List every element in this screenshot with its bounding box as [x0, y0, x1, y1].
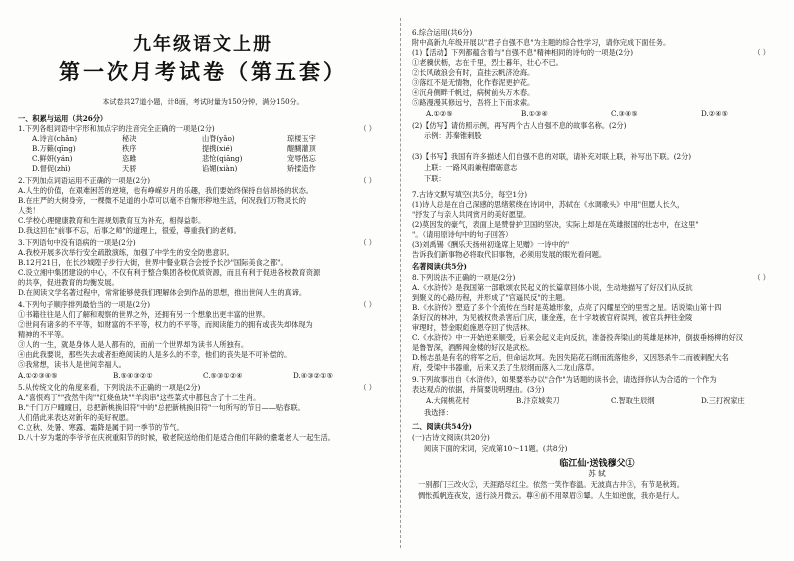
question-7: 7.古诗文默写填空(共5分，每空1分): [412, 190, 528, 199]
q7-line: 告诉我们新事物必将取代旧事物，必须用发展的眼光看问题。: [412, 250, 607, 259]
section-title-classics: 名著阅读(共5分): [412, 262, 467, 271]
poetry-instructions: 阅读下面的宋词，完成第10～11题。(共8分): [424, 444, 568, 453]
exam-title-grade: 九年级语文上册: [133, 34, 273, 55]
q7-line[interactable]: "抒发了与亲人共同赏月的美好愿望。: [412, 210, 531, 219]
q4-options[interactable]: A.①②③④⑤ B.⑤④③②① C.⑤③①②④ D.④③②①⑤: [18, 371, 334, 380]
q3-option-line: B.12月21日，在长沙城隍子步行大街，世界中餐业联合会授予长沙"国际美食之都"。: [18, 258, 288, 267]
q9-options[interactable]: A.大闹桃花村 B.汴京城卖刀 C.智取生辰纲 D.三打祝家庄: [426, 396, 745, 405]
q5-option-line: C.立秋、处暑、寒露、霜降是属于同一季节的节气。: [18, 423, 184, 432]
question-4: 4.下列句子顺序排列最恰当的一项是(2分): [18, 300, 151, 309]
q7-line: (1)诗人总是在自己深感的思绪萦绕在诗词中，苏轼在《水调歌头》中用"但愿人长久，: [412, 200, 685, 209]
q9-answer-label[interactable]: 我选择：: [424, 408, 453, 417]
poem-title: 临江仙·送钱穆父①: [559, 459, 635, 469]
q4-sentence: 精神的不平等。: [18, 330, 69, 339]
question-3: 3.下列语句中没有语病的一项是(2分): [18, 238, 136, 247]
answer-paren-q6-1[interactable]: （ ）: [753, 48, 770, 57]
q8-option-line: 是鲁智深，酒醉闯金楼的好汉是武松。: [412, 343, 535, 352]
q8-option-line: A.《水浒传》是我国第一部歌颂农民起义的长篇章回体小说，生动地描写了好汉们从反抗: [412, 283, 693, 292]
answer-paren-q3[interactable]: （ ）: [359, 238, 376, 247]
question-5: 5.从传统文化的角度来看，下列说法不正确的一项是(2分): [18, 383, 201, 392]
q3-option-line: C.设立湘中集团建设的中心，不仅有利于整合集团各校优质资源，而且有利于促进各校教育资源: [18, 268, 321, 277]
q7-line[interactable]: (3)刘禹锡《酬乐天扬州初逢席上见赠》一诗中的": [412, 240, 570, 249]
section-title-reading: 二、阅读(共54分): [412, 422, 472, 431]
q5-option-line: A."喜恨鸡丁""孜然牛肉""红烧鱼块""羊肉串"这些菜式中都包含了十二生肖。: [18, 393, 261, 402]
poem-line: 一别都门三改火②，天涯踏尽红尘。依然一笑作春温。无波真古井③，有节是秋筠。: [418, 480, 684, 489]
poem-line: 惆怅孤帆连夜发，送行淡月微云。尊④前不用翠眉⑤颦。人生如逆旅，我亦是行人。: [418, 491, 684, 500]
answer-paren-q8[interactable]: （ ）: [753, 273, 770, 282]
answer-paren-q2[interactable]: （ ）: [359, 176, 376, 185]
q8-option-line: C.《水浒传》中一开始逆来顺受，后来会起义走向反抗，准备投奔梁山的英雄是林冲，倒拔垂杨柳的好汉: [412, 333, 743, 342]
q8-option-line: B.《水浒传》塑造了多个个流传在当时是英雄形象，点亮了闪耀星空的里雪之星。话说梁山第十四: [412, 303, 722, 312]
q6-poem-line: ⑤路漫漫其修远兮，吾将上下而求索。: [412, 98, 535, 107]
q1-option-a[interactable]: A.诗言(chǎn) 秘决 山脊(yǎo) 琼楼玉宇: [32, 134, 316, 143]
q1-option-d[interactable]: D.督促(zhì) 天骄 谄媚(xiàn) 矫揉造作: [32, 164, 316, 173]
exam-title-main: 第一次月考试卷（第五套）: [59, 59, 347, 84]
question-2: 2.下列加点词语运用不正确的一项是(2分): [18, 176, 151, 185]
q8-option-line: 府，受梁中书器重，后来又丢了生辰纲而落入二龙山落草。: [412, 363, 599, 372]
poem-author: 苏 轼: [588, 469, 606, 478]
q1-option-b[interactable]: B.万籁(qīng) 秩序 提携(xié) 醍醐灌顶: [32, 144, 316, 153]
q2-option-line: 人类！: [18, 206, 40, 215]
question-9-cont: 表达观点的依据，并简要说明理由。(3分): [412, 385, 545, 394]
q6-poem-line: ②长风破浪会有时，直挂云帆济沧海。: [412, 68, 535, 77]
subsection-poetry: (一)古诗文阅读(共20分): [412, 433, 490, 442]
column-divider: [400, 18, 401, 548]
question-8: 8.下列说法不正确的一项是(2分): [412, 273, 516, 282]
q4-sentence: ④由此我要说，那些失去或者拒绝阅读的人是多么的不幸，他们的丧失是不可补偿的。: [18, 350, 292, 359]
couplet-upper: 上联：一路风雨兼程磨砺意志: [424, 163, 518, 172]
q6-task-1: (1)【活动】下列都蕴含着与"自强不息"精神相同的诗句的一项是(2分): [412, 48, 634, 57]
q3-option-line: 的共享，促进教育的均衡发展。: [18, 278, 119, 287]
q8-option-line: 审理时，替金眼彪施恩夺回了快活林。: [412, 323, 535, 332]
q5-option-line: D.八十岁为耄的李爷爷在庆祝重阳节的时候，敬老院送给他们是适合他们年龄的耋耄老人一起生活。: [18, 433, 335, 442]
q4-sentence: ②世间有诸多的不平等，如财富的不平等，权力的不平等，而阅读能力的拥有或丧失却体现为: [18, 320, 313, 329]
q2-option-line: B.在庄严的大树身旁，一棵微不足道的小草可以毫不自惭形秽地生活，何况我们万物灵长的: [18, 196, 306, 205]
q4-sentence: ⑤我常想，读书人是世间幸福人。: [18, 360, 126, 369]
question-9: 9.下列故事出自《水浒传》，如果要举办以"合作"为话题的读书会，请选择你认为合适的一个作为: [412, 375, 717, 384]
exam-instructions: 本试卷共27道小题，计8面，考试时量为150分钟，满分150分。: [102, 98, 304, 106]
couplet-lower[interactable]: 下联：: [424, 174, 446, 183]
q6-task-2: (2)【仿写】请仿照示例，再写两个古人自强不息的故事名称。(2分): [412, 121, 627, 130]
q3-option-line: A.我校开展多次举行安全疏散演练，加强了中学生的安全防患意识。: [18, 248, 234, 257]
section-title-accumulation: 一、积累与运用（共26分）: [18, 114, 108, 123]
q4-sentence: ③人的一生，就是身体人是人都有的，而前一个世界却为读书人所独有。: [18, 340, 249, 349]
q2-option-line: C.学校心理健康教育和生涯规划教育互为补充，相得益彰。: [18, 216, 206, 225]
q8-option-line: D.杨志虽是有名的将军之后，但命运坎坷。先因失陷花石纲而流落他乡，又因怒杀牛二而被刺配大名: [412, 353, 729, 362]
q8-option-line: 到聚义的心路历程，并形成了"官逼民反"的主题。: [412, 293, 570, 302]
q6-intro: 附中高新九年级开展以"君子自强不息"为主题的综合性学习，请你完成下面任务。: [412, 38, 671, 47]
q6-poem-line: ①老骥伏枥，志在千里，烈士暮年，壮心不已。: [412, 58, 563, 67]
answer-paren-q1[interactable]: （ ）: [359, 124, 376, 133]
question-6: 6.综合运用(共6分): [412, 28, 473, 37]
answer-paren-q5[interactable]: （ ）: [359, 383, 376, 392]
question-1: 1.下列各组词语中字形和加点字的注音完全正确的一项是(2分): [18, 124, 215, 133]
q6-task-3: (3)【书写】我国有许多描述人们自强不息的对联，请补充对联上联，补写出下联。(2分): [412, 152, 692, 161]
q6-poem-line: ④沉舟侧畔千帆过，病树前头万木春。: [412, 88, 535, 97]
q4-sentence: ①书籍往往是人们了解和观察的世界之外，还拥有另一个想象出更丰富的世界。: [18, 310, 270, 319]
q5-option-line: B."千门万户曈曈日，总把新桃换旧符"中的"总把新桃换旧符"一句所写的节日——贴春联。: [18, 403, 305, 412]
q7-line[interactable]: "。（请用原诗句中的句子回答）: [412, 230, 513, 239]
q2-option-line: D.我这回在"前事不忘，后事之师"的道理上，很爱，尊重我们的老师。: [18, 226, 241, 235]
answer-paren-q4[interactable]: （ ）: [359, 300, 376, 309]
q8-option-line: 条好汉的林冲，为见被权贵杀害后门庆，康金莲，在十字坡被官府误判，被官兵押往金陵: [412, 313, 693, 322]
q6-example: 示例：苏秦锥刺股: [424, 131, 482, 140]
q7-line: (2)莫因发的豪气，表面上是赞誉护卫国的坚决，实际上却是在英雄报国的壮志中，在这里": [412, 220, 699, 229]
q5-option-line: 人们借此来表达对新年的美好祝愿。: [18, 413, 134, 422]
q2-option-line: A.人生的价值，在艰难困苦的逆境，也有峥嵘岁月的乐趣，我们要始终保持自信昂扬的状态。: [18, 186, 313, 195]
q3-option-line: D.在阅读文学名著过程中，常常能够使我们理解体会到作品的思想，推出世间人生的真谛。: [18, 288, 307, 297]
q6-1-options[interactable]: A.①②⑤ B.①③④ C.③④⑤ D.②④⑤: [426, 109, 729, 118]
q1-option-c[interactable]: C.鲜妍(yán) 恣雎 悲怆(qiāng) 宠辱偕忘: [32, 154, 316, 163]
q6-poem-line: ③落红不是无情物，化作春泥更护花。: [412, 78, 535, 87]
